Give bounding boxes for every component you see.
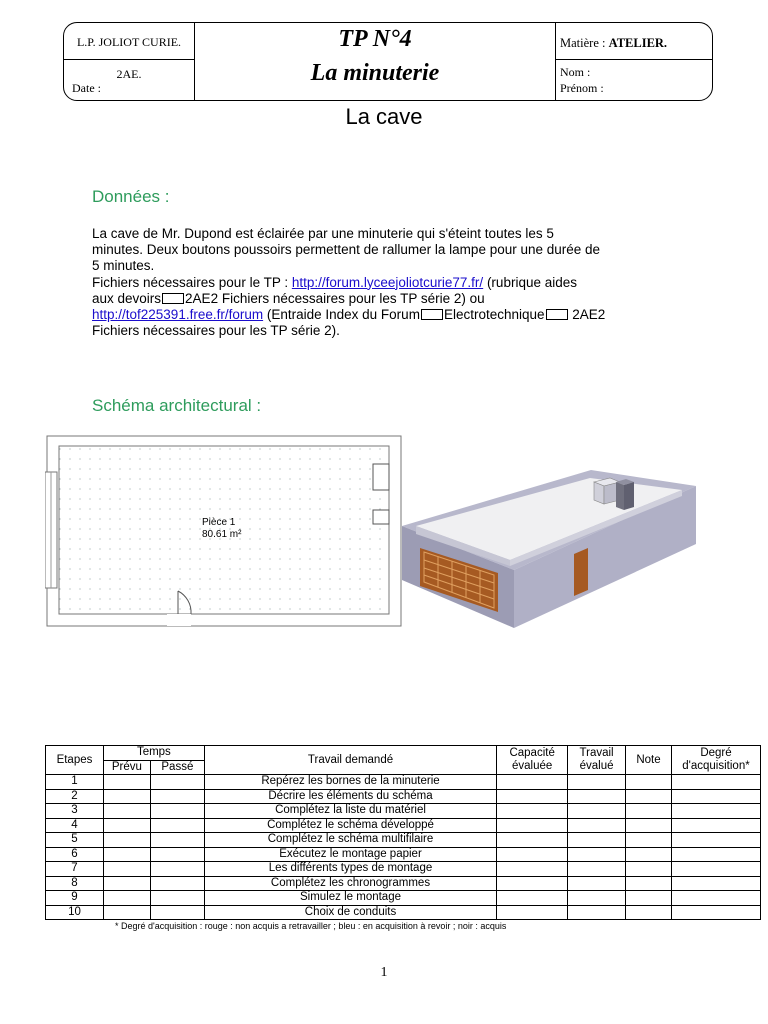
matiere-value: ATELIER. [608, 36, 668, 50]
task-cell: Complétez le schéma multifilaire [204, 833, 496, 848]
col-prevu: Prévu [103, 760, 150, 775]
task-cell: Les différents types de montage [204, 862, 496, 877]
travail-evalue-cell [568, 833, 626, 848]
col-travail: Travail demandé [204, 746, 496, 775]
travail-evalue-cell [568, 818, 626, 833]
col-capacite-line-2: évaluée [512, 760, 553, 772]
note-cell [626, 862, 672, 877]
files-mid-1: (rubrique aides [483, 274, 577, 290]
prevu-cell [103, 789, 150, 804]
degre-cell [671, 905, 760, 920]
note-cell [626, 789, 672, 804]
room-area: 80.61 m² [202, 529, 242, 540]
note-cell [626, 891, 672, 906]
floor-plan [45, 434, 405, 630]
travail-evalue-cell [568, 804, 626, 819]
capacite-cell [497, 804, 568, 819]
col-degre-line-2: d'acquisition* [682, 760, 750, 772]
travail-evalue-cell [568, 847, 626, 862]
col-passe: Passé [150, 760, 204, 775]
travail-evalue-cell [568, 789, 626, 804]
donnees-line-2: minutes. Deux boutons poussoirs permettent de rallumer la lampe pour une durée de [92, 242, 601, 258]
prevu-cell [103, 905, 150, 920]
files-mid-2b: 2AE2 Fichiers nécessaires pour les TP série 2) ou [185, 290, 485, 306]
prevu-cell [103, 891, 150, 906]
task-cell: Repérez les bornes de la minuterie [204, 775, 496, 790]
capacite-cell [497, 847, 568, 862]
school-name: L.P. JOLIOT CURIE. [76, 35, 182, 49]
task-cell: Choix de conduits [204, 905, 496, 920]
header-divider-right [555, 23, 556, 100]
work-table [45, 745, 761, 920]
files-line-4: Fichiers nécessaires pour les TP série 2). [92, 323, 340, 339]
acquisition-footnote: * Degré d'acquisition : rouge : non acquis a retravailler ; bleu : en acquisition à revoir ; noir : acquis [115, 921, 507, 931]
passe-cell [150, 818, 204, 833]
step-number: 3 [46, 804, 104, 819]
donnees-line-1: La cave de Mr. Dupond est éclairée par une minuterie qui s'éteint toutes les 5 [92, 226, 554, 241]
capacite-cell [497, 862, 568, 877]
degre-cell [671, 804, 760, 819]
note-cell [626, 905, 672, 920]
note-cell [626, 847, 672, 862]
room-3d-view [398, 462, 714, 632]
col-travail-evalue-line-1: Travail [579, 747, 614, 759]
col-travail-evalue [568, 746, 626, 775]
travail-evalue-cell [568, 905, 626, 920]
donnees-line-3: 5 minutes. [92, 258, 155, 274]
degre-cell [671, 891, 760, 906]
passe-cell [150, 876, 204, 891]
matiere-field [560, 36, 667, 51]
degre-cell [671, 833, 760, 848]
header-hline-left [64, 59, 194, 60]
degre-cell [671, 818, 760, 833]
table-row [46, 905, 761, 920]
degre-cell [671, 862, 760, 877]
prevu-cell [103, 862, 150, 877]
task-cell: Complétez la liste du matériel [204, 804, 496, 819]
step-number: 5 [46, 833, 104, 848]
table-header-row-1 [46, 746, 761, 761]
passe-cell [150, 891, 204, 906]
forum-link-2[interactable]: http://tof225391.free.fr/forum [92, 307, 264, 323]
col-travail-evalue-line-2: évalué [579, 760, 614, 772]
tp-subject: La minuterie [310, 60, 440, 86]
passe-cell [150, 847, 204, 862]
table-row [46, 891, 761, 906]
task-cell: Exécutez le montage papier [204, 847, 496, 862]
date-label: Date : [72, 81, 101, 95]
schema-heading: Schéma architectural : [92, 396, 262, 415]
capacite-cell [497, 876, 568, 891]
travail-evalue-cell [568, 891, 626, 906]
task-cell: Simulez le montage [204, 891, 496, 906]
table-row [46, 876, 761, 891]
files-mid-3c: 2AE2 [568, 307, 606, 323]
arrow-box-icon [546, 309, 568, 320]
table-row [46, 833, 761, 848]
step-number: 7 [46, 862, 104, 877]
capacite-cell [497, 818, 568, 833]
prevu-cell [103, 775, 150, 790]
prevu-cell [103, 833, 150, 848]
prevu-cell [103, 847, 150, 862]
files-line-1 [92, 275, 702, 291]
prevu-cell [103, 804, 150, 819]
table-row [46, 862, 761, 877]
table-row [46, 804, 761, 819]
note-cell [626, 818, 672, 833]
table-row [46, 789, 761, 804]
table-row [46, 847, 761, 862]
passe-cell [150, 905, 204, 920]
note-cell [626, 775, 672, 790]
note-cell [626, 833, 672, 848]
travail-evalue-cell [568, 862, 626, 877]
degre-cell [671, 876, 760, 891]
travail-evalue-cell [568, 775, 626, 790]
class-name: 2AE. [116, 67, 142, 81]
step-number: 9 [46, 891, 104, 906]
files-mid-3a: (Entraide Index du Forum [263, 307, 420, 323]
note-cell [626, 804, 672, 819]
files-line-2 [92, 291, 702, 307]
table-row [46, 775, 761, 790]
donnees-paragraph [92, 226, 702, 339]
capacite-cell [497, 833, 568, 848]
col-temps: Temps [103, 746, 204, 761]
degre-cell [671, 847, 760, 862]
passe-cell [150, 775, 204, 790]
col-etapes: Etapes [46, 746, 104, 775]
passe-cell [150, 804, 204, 819]
donnees-heading: Données : [92, 187, 170, 206]
step-number: 10 [46, 905, 104, 920]
arrow-box-icon [421, 309, 443, 320]
capacite-cell [497, 905, 568, 920]
step-number: 6 [46, 847, 104, 862]
col-note: Note [626, 746, 672, 775]
step-number: 1 [46, 775, 104, 790]
files-mid-2a: aux devoirs [92, 290, 162, 306]
forum-link-1[interactable]: http://forum.lyceejoliotcurie77.fr/ [291, 274, 484, 290]
page-number: 1 [380, 965, 388, 980]
capacite-cell [497, 775, 568, 790]
step-number: 8 [46, 876, 104, 891]
note-cell [626, 876, 672, 891]
passe-cell [150, 862, 204, 877]
files-mid-3b: Electrotechnique [443, 307, 545, 323]
room-name: Pièce 1 [202, 517, 236, 528]
task-cell: Complétez les chronogrammes [204, 876, 496, 891]
step-number: 4 [46, 818, 104, 833]
prevu-cell [103, 876, 150, 891]
capacite-cell [497, 891, 568, 906]
files-prefix: Fichiers nécessaires pour le TP : [92, 274, 292, 290]
header-hline-right [555, 59, 712, 60]
tp-number: TP N°4 [338, 26, 412, 52]
files-line-3 [92, 307, 702, 323]
col-capacite [497, 746, 568, 775]
page-title: La cave [345, 104, 423, 129]
arrow-box-icon [162, 293, 184, 304]
degre-cell [671, 775, 760, 790]
step-number: 2 [46, 789, 104, 804]
col-degre-line-1: Degré [700, 747, 732, 759]
prevu-cell [103, 818, 150, 833]
capacite-cell [497, 789, 568, 804]
table-row [46, 818, 761, 833]
nom-label: Nom : [560, 65, 591, 79]
degre-cell [671, 789, 760, 804]
header-box [63, 22, 713, 101]
prenom-label: Prénom : [560, 81, 604, 95]
travail-evalue-cell [568, 876, 626, 891]
task-cell: Complétez le schéma développé [204, 818, 496, 833]
task-cell: Décrire les éléments du schéma [204, 789, 496, 804]
col-degre [671, 746, 760, 775]
col-capacite-line-1: Capacité [509, 747, 555, 759]
passe-cell [150, 789, 204, 804]
passe-cell [150, 833, 204, 848]
matiere-label: Matière : [560, 36, 606, 50]
